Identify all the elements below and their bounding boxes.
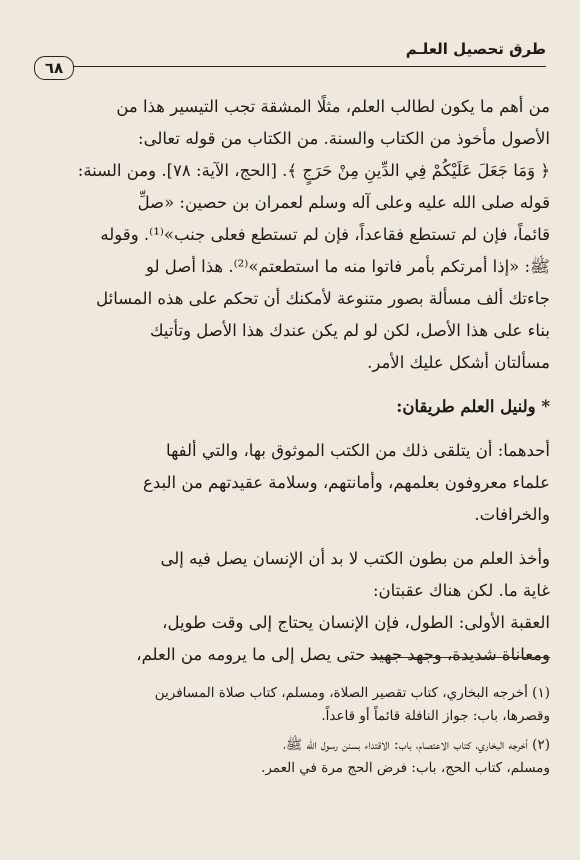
hadith-line: ﷺ: «إذا أمرتكم بأمر فاتوا منه ما استطعتم»⁽²⁾. هذا أصل لو <box>146 257 550 276</box>
text-line: علماء معروفون بعلمهم، وأمانتهم، وسلامة عقيدتهم من البدع <box>143 473 550 492</box>
footnotes <box>30 682 550 780</box>
section-heading <box>30 391 550 423</box>
paragraph-1 <box>30 91 550 379</box>
running-header <box>34 36 546 77</box>
section-heading-text: * ولنيل العلم طريقان: <box>396 397 550 416</box>
text-line: وأخذ العلم من بطون الكتب لا بد أن الإنسان يصل فيه إلى <box>160 549 550 568</box>
footnote-2 <box>30 734 550 780</box>
footnote-line: (٢) أخرجه البخاري، كتاب الاعتصام، باب: الاقتداء بسنن رسول الله ﷺ، <box>283 737 550 753</box>
text-line: أحدهما: أن يتلقى ذلك من الكتب الموثوق بها، والتي ألفها <box>166 441 550 460</box>
text-line: غاية ما. لكن هناك عقبتان: <box>372 581 550 600</box>
page-number: ٦٨ <box>34 56 74 80</box>
quran-verse-line: ﴿ وَمَا جَعَلَ عَلَيْكُمْ فِي الدِّينِ مِنْ حَرَجٍ ﴾. [الحج، الآية: ٧٨]. ومن السنة: <box>77 161 550 180</box>
hadith-line: قائماً، فإن لم تستطع فقاعداً، فإن لم تستطع فعلى جنب»⁽¹⁾. وقوله <box>100 225 550 244</box>
book-title: طرق تحصيل العلـم <box>405 40 546 58</box>
text-line: قوله صلى الله عليه وعلى آله وسلم لعمران بن حصين: «صلِّ <box>137 193 550 212</box>
header-rule <box>64 66 546 67</box>
body-text <box>30 91 550 671</box>
text-line: العقبة الأولى: الطول، فإن الإنسان يحتاج إلى وقت طويل، <box>162 613 550 632</box>
text-line: ومعاناة شديدة، وجهد جهيد حتى يصل إلى ما يرومه من العلم، <box>136 645 550 664</box>
footnote-line: (١) أخرجه البخاري، كتاب تقصير الصلاة، ومسلم، كتاب صلاة المسافرين <box>154 685 550 701</box>
footnote-1 <box>30 682 550 728</box>
text-line: الأصول مأخوذ من الكتاب والسنة. من الكتاب من قوله تعالى: <box>138 129 550 148</box>
text-line: من أهم ما يكون لطالب العلم، مثلًا المشقة تجب التيسير هذا من <box>116 97 550 116</box>
text-line: مسألتان أشكل عليك الأمر. <box>367 353 550 372</box>
footnote-line: وقصرها، باب: جواز النافلة قائماً أو قاعداً. <box>321 708 550 724</box>
paragraph-3 <box>30 543 550 607</box>
text-line: جاءتك ألف مسألة بصور متنوعة لأمكنك أن تحكم على هذه المسائل <box>96 289 550 308</box>
text-line: بناء على هذا الأصل، لكن لو لم يكن عندك هذا الأصل وتأتيك <box>149 321 550 340</box>
text-line: والخرافات. <box>474 505 550 524</box>
footnote-line: ومسلم، كتاب الحج، باب: فرض الحج مرة في العمر. <box>261 760 550 776</box>
paragraph-4 <box>30 607 550 671</box>
paragraph-2 <box>30 435 550 531</box>
footnote-separator <box>370 657 550 658</box>
